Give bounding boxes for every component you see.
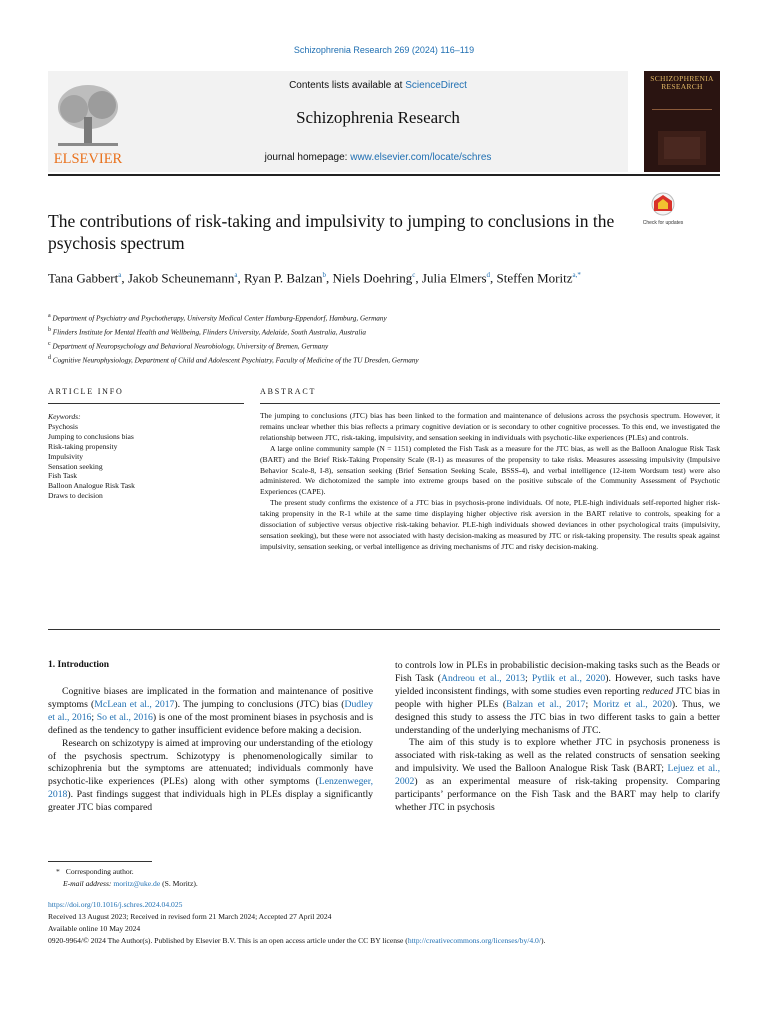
keyword: Draws to decision (48, 491, 103, 501)
abstract-paragraph: The jumping to conclusions (JTC) bias has been linked to the formation and maintenance of delusions across the psychosis spectrum. However, it remains unclear whether this bias reflects a primary cognitive deviation or is secondary to other cognitive processes. To this end, we investigated the relationship between JTC, risk-taking, impulsivity, and sensation seeking in individuals with psychotic-like experiences (PLEs) and controls. (260, 411, 720, 442)
article-info-divider (48, 403, 244, 404)
email-link[interactable]: moritz@uke.de (113, 879, 161, 888)
sciencedirect-link[interactable]: ScienceDirect (405, 80, 467, 91)
keywords-label: Keywords: (48, 412, 81, 421)
footnote-divider (48, 861, 152, 862)
intro-paragraph-2 (48, 738, 373, 815)
doi-link[interactable]: https://doi.org/10.1016/j.schres.2024.04.025 (48, 900, 183, 909)
author-list: Tana Gabbert$^a$, Jakob Scheunemann$^a$, Ryan P. Balzan$^b$, Niels Doehring$^c$, Julia Elmers$^d$, Steffen Moritz$^{a,*}$ (48, 270, 581, 286)
abstract-body (260, 411, 720, 553)
affiliation-item (48, 325, 720, 339)
corresponding-mark: * (56, 867, 60, 876)
journal-cover-image[interactable] (644, 71, 720, 172)
citation-link[interactable]: Andreou et al., 2013 (440, 672, 526, 684)
affiliation-mark: a (48, 313, 51, 319)
keyword: Psychosis (48, 421, 78, 431)
affiliation-mark: c (48, 340, 51, 347)
introduction-heading: 1. Introduction (48, 660, 110, 670)
affiliation-text: Flinders Institute for Mental Health and Wellbeing, Flinders University, Adelaide, South Australia, Australia (52, 328, 366, 337)
header-divider (48, 174, 720, 176)
received-dates: Received 13 August 2023; Received in revised form 21 March 2024; Accepted 27 April 2024 (48, 912, 332, 921)
author-name[interactable]: Steffen Moritz (496, 270, 573, 286)
keyword: Impulsivity (48, 451, 84, 461)
affiliation-list (48, 311, 720, 367)
elsevier-wordmark: ELSEVIER (53, 151, 123, 167)
intro-paragraph-2-continued (395, 660, 720, 737)
body-text: Cognitive biases are implicated in the formation and maintenance of positive symptoms ( (48, 686, 373, 710)
citation-link[interactable]: Lenzenweger, 2018 (48, 776, 373, 801)
author-name[interactable]: Julia Elmers (421, 270, 487, 286)
body-text: ) is one of the most prominent biases in psychosis and is defined as the tendency to gather insufficient evidence before making a decision. (48, 711, 374, 736)
affiliation-text: Department of Psychiatry and Psychotherapy, University Medical Center Hamburg-Eppendorf, Hamburg, Germany (52, 314, 387, 323)
author-affiliation-mark[interactable]: a (118, 271, 122, 279)
citation-link[interactable]: Lejuez et al., 2002 (395, 763, 720, 788)
citation-link[interactable]: Dudley et al., 2016 (48, 698, 373, 723)
affiliation-text: Cognitive Neurophysiology, Department of Child and Adolescent Psychiatry, Faculty of Medicine of the TU Dresden, Germany (52, 356, 419, 365)
body-text: ; (91, 711, 97, 723)
citation-link[interactable]: So et al., 2016 (96, 711, 153, 723)
contents-prefix: Contents lists available at (289, 80, 406, 91)
intro-paragraph-3 (395, 737, 720, 814)
author-affiliation-mark[interactable]: d (486, 271, 491, 279)
corresponding-author-note (48, 866, 720, 878)
publication-info (48, 899, 738, 947)
author-affiliation-mark[interactable]: b (322, 271, 326, 279)
check-for-updates-icon[interactable] (642, 191, 684, 231)
keyword: Fish Task (48, 471, 78, 481)
tree-icon (58, 85, 118, 146)
citation-link[interactable]: Pytlik et al., 2020 (531, 672, 606, 684)
keyword: Balloon Analogue Risk Task (48, 481, 135, 491)
affiliation-mark: d (48, 354, 51, 361)
citation-link[interactable]: McLean et al., 2017 (94, 698, 175, 710)
author-name[interactable]: Ryan P. Balzan (243, 270, 323, 286)
abstract-end-divider (48, 629, 720, 630)
body-text: ; (585, 698, 593, 710)
body-text: ). However, such tasks have yielded inconsistent findings, with some studies even reporting (395, 672, 720, 697)
elsevier-tree-logo[interactable] (48, 79, 128, 165)
license-suffix: ). (540, 936, 546, 945)
abstract-divider (260, 403, 720, 404)
cover-artwork (644, 91, 720, 171)
body-text: Research on schizotypy is aimed at improving our understanding of the etiology of the psychosis spectrum. Schizotypy is phenomenologically similar to schizophrenia but the symptoms are attenuated; individuals commonly have psychotic-like experiences (PLEs) along with other symptoms ( (48, 737, 373, 788)
author-name[interactable]: Tana Gabbert (48, 270, 119, 286)
body-column-left (48, 686, 373, 815)
affiliation-mark: b (48, 326, 51, 333)
corresponding-author-text: Corresponding author. (65, 867, 134, 876)
abstract-paragraph: A large online community sample (N = 1151) completed the Fish Task as a measure for the JTC bias, as well as the Balloon Analogue Risk Task (BART) and the Brief Risk-Taking Propensity Scale (R-1) as measures of the propensity to take risks. Measures assessing impulsivity (Impulsive Behavior Scale-8, I-8), sensation seeking (Brief Sensation Seeking Scale, BSSS-4), and verbal intelligence (12-item Wordsum test) were also administered. We dichotomized the sample into extreme groups based on the positive subscale of the Community Assessment of Psychotic Experiences (CAPE). (260, 443, 720, 497)
body-text: ; (525, 672, 532, 684)
affiliation-item (48, 339, 720, 353)
citation-link[interactable]: Moritz et al., 2020 (593, 698, 672, 710)
affiliation-text: Department of Neuropsychology and Behavioral Neurobiology, University of Bremen, Germany (52, 342, 329, 351)
body-text: ). Thus, we designed this study to assess the JTC bias in two different tasks to gain a better understanding of the underlying mechanisms of JTC. (395, 698, 720, 736)
contents-line (128, 80, 628, 91)
author-name[interactable]: Niels Doehring (332, 270, 413, 286)
author-name[interactable]: Jakob Scheunemann (127, 270, 235, 286)
keyword: Sensation seeking (48, 461, 103, 471)
homepage-link[interactable]: www.elsevier.com/locate/schres (350, 152, 492, 163)
body-column-right (395, 660, 720, 815)
body-text: ). Past findings suggest that individuals high in PLEs display a significantly greater JTC bias compared (48, 789, 373, 814)
article-info-heading: ARTICLE INFO (48, 387, 124, 396)
keyword-list (48, 422, 244, 501)
journal-title: Schizophrenia Research (296, 108, 460, 127)
keyword: Jumping to conclusions bias (48, 431, 134, 441)
email-suffix: (S. Moritz). (160, 879, 198, 888)
body-text: JTC bias in people with higher PLEs ( (395, 685, 720, 710)
keywords-block (48, 412, 244, 501)
author-affiliation-mark[interactable]: c (412, 271, 416, 279)
citation-link[interactable]: Balzan et al., 2017 (506, 698, 586, 710)
abstract-paragraph: The present study confirms the existence of a JTC bias in psychosis-prone individuals. Of note, PLE-high individuals self-reported higher risk-taking propensity in the R-1 while at the same time displaying higher objective risk aversion in the BART relative to controls, speaking for a dissociation of subjective versus objective risk-taking behavior. PLE-high individuals showed deviances in other psychological traits (impulsivity, sensation seeking), but these were not associated with hasty decision-making as measured by JTC or risk-taking propensity. The results speak against impulsivity, sensation seeking, or verbal intelligence as driving mechanisms of JTC and risky decision-making. (260, 498, 720, 551)
intro-paragraph-1 (48, 686, 373, 738)
body-text: to controls low in PLEs in probabilistic decision-making tasks such as the Beads or Fish Task ( (395, 660, 720, 684)
license-prefix: 0920-9964/© 2024 The Author(s). Published by Elsevier B.V. This is an open access article under the CC BY license ( (48, 936, 408, 945)
license-link[interactable]: http://creativecommons.org/licenses/by/4.0/ (407, 936, 541, 945)
journal-reference-link[interactable]: Schizophrenia Research 269 (2024) 116–119 (293, 45, 475, 55)
keyword: Risk-taking propensity (48, 441, 118, 451)
crossmark-label: Check for updates (642, 220, 684, 226)
affiliation-item (48, 353, 720, 367)
abstract-heading: ABSTRACT (260, 387, 317, 396)
emphasis-text: reduced (642, 685, 674, 697)
email-note (63, 878, 720, 890)
license-line (48, 935, 738, 947)
author-affiliation-mark[interactable]: a (234, 271, 238, 279)
author-affiliation-mark[interactable]: a,* (572, 271, 581, 279)
homepage-prefix: journal homepage: (264, 152, 351, 163)
body-text: ). The jumping to conclusions (JTC) bias ( (174, 698, 345, 710)
body-text: The aim of this study is to explore whether JTC in psychosis proneness is associated with risk-taking as well as the related constructs of sensation seeking and impulsivity. We used the Balloon Analogue Risk Task (BART; (395, 737, 720, 775)
journal-homepage-line (128, 152, 628, 163)
cover-title: SCHIZOPHRENIA RESEARCH (650, 74, 714, 91)
body-text: ) as an experimental measure of risk-taking propensity. Comparing participants’ performance on the Fish Task and the BART may help to clarify whether JTC in psychosis (395, 776, 720, 813)
affiliation-item (48, 311, 720, 325)
article-title: The contributions of risk-taking and impulsivity to jumping to conclusions in the psychosis spectrum (48, 211, 615, 253)
footnotes (48, 866, 720, 890)
available-online-date: Available online 10 May 2024 (48, 924, 141, 933)
email-label: E-mail address: (63, 879, 114, 888)
